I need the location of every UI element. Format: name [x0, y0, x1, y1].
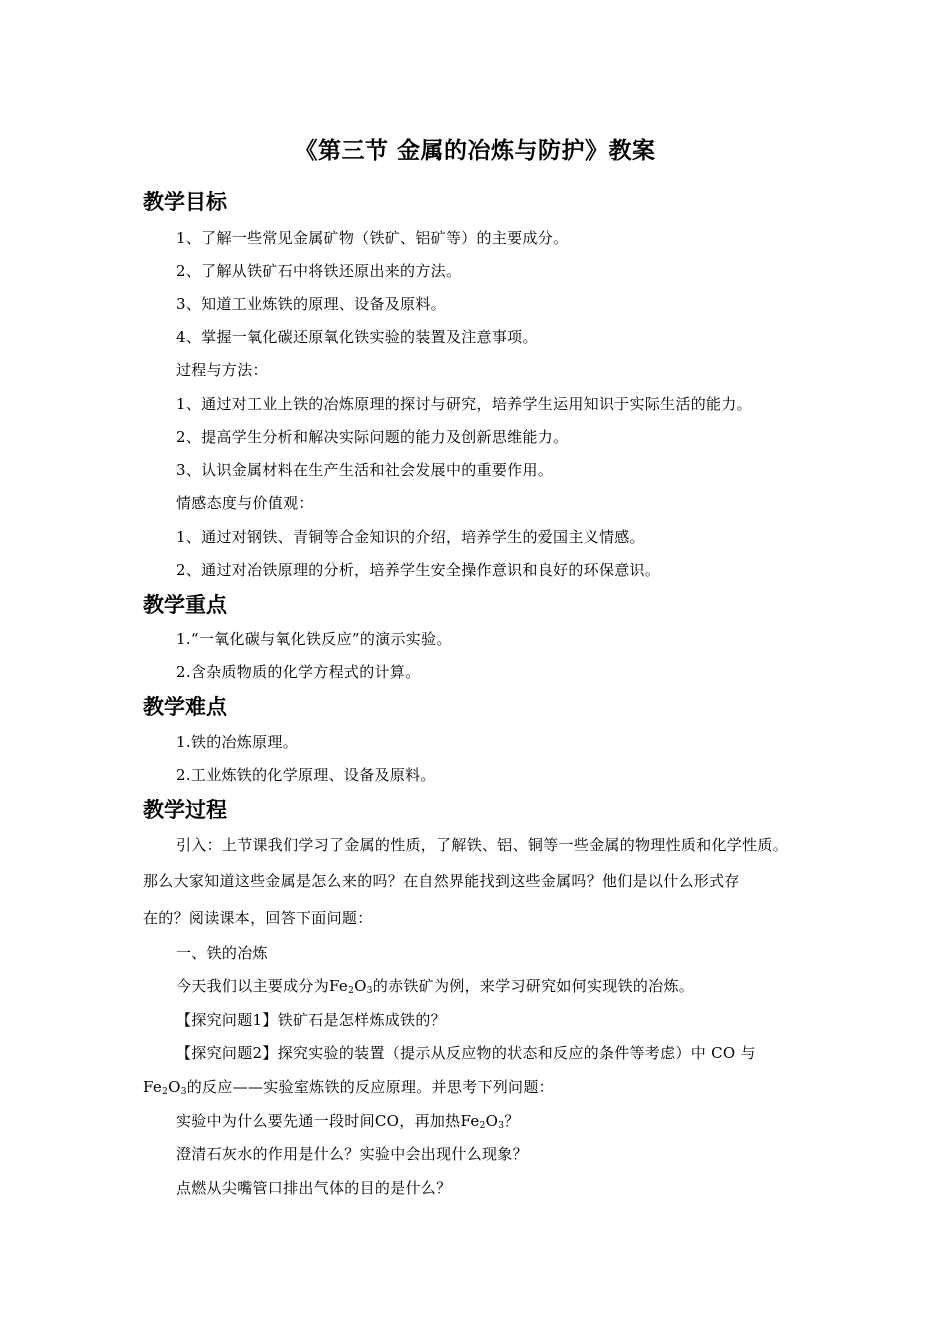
difficulties-heading: 教学难点: [143, 695, 227, 719]
objectives-heading: 教学目标: [143, 190, 227, 214]
objective-item: 3、知道工业炼铁的原理、设备及原料。: [176, 295, 446, 313]
intro-paragraph-line: 引入：上节课我们学习了金属的性质，了解铁、铝、铜等一些金属的物理性质和化学性质。: [176, 836, 789, 854]
key-points-heading: 教学重点: [143, 593, 227, 617]
intro-paragraph-line: 那么大家知道这些金属是怎么来的吗？在自然界能找到这些金属吗？他们是以什么形式存: [143, 872, 740, 890]
today-line: 今天我们以主要成分为$Fe_2O_3$的赤铁矿为例，来学习研究如何实现铁的冶炼。: [176, 977, 695, 996]
process-item: 3、认识金属材料在生产生活和社会发展中的重要作用。: [176, 461, 554, 479]
process-item: 2、提高学生分析和解决实际问题的能力及创新思维能力。: [176, 428, 569, 446]
emotion-item: 1、通过对钢铁、青铜等合金知识的介绍，培养学生的爱国主义情感。: [176, 528, 645, 546]
key-point-item: 1.“一氧化碳与氧化铁反应”的演示实验。: [176, 630, 452, 648]
section-iron-smelting: 一、铁的冶炼: [176, 944, 268, 962]
sub-question: 点燃从尖嘴管口排出气体的目的是什么？: [176, 1179, 452, 1197]
process-item: 1、通过对工业上铁的冶炼原理的探讨与研究，培养学生运用知识于实际生活的能力。: [176, 395, 752, 413]
emotion-label: 情感态度与价值观：: [176, 494, 314, 512]
sub-question: 实验中为什么要先通一段时间CO，再加热$Fe_2O_3$？: [176, 1112, 520, 1131]
objective-item: 1、了解一些常见金属矿物（铁矿、铝矿等）的主要成分。: [176, 229, 569, 247]
objective-item: 2、了解从铁矿石中将铁还原出来的方法。: [176, 262, 462, 280]
sub-question: 澄清石灰水的作用是什么？实验中会出现什么现象？: [176, 1145, 528, 1163]
key-point-item: 2.含杂质物质的化学方程式的计算。: [176, 663, 421, 681]
inquiry-question-2-cont: $Fe_2O_3$的反应——实验室炼铁的反应原理。并思考下列问题：: [143, 1078, 554, 1097]
inquiry-question-2: 【探究问题2】探究实验的装置（提示从反应物的状态和反应的条件等考虑）中 CO 与: [176, 1044, 756, 1062]
objective-item: 4、掌握一氧化碳还原氧化铁实验的装置及注意事项。: [176, 328, 538, 346]
process-heading: 教学过程: [143, 798, 227, 822]
inquiry-question-1: 【探究问题1】铁矿石是怎样炼成铁的？: [176, 1011, 446, 1029]
difficulty-item: 1.铁的冶炼原理。: [176, 733, 299, 751]
process-method-label: 过程与方法：: [176, 361, 268, 379]
emotion-item: 2、通过对冶铁原理的分析，培养学生安全操作意识和良好的环保意识。: [176, 561, 661, 579]
document-title: 《第三节 金属的冶炼与防护》教案: [294, 138, 656, 164]
intro-paragraph-line: 在的？阅读课本，回答下面问题：: [143, 909, 373, 927]
difficulty-item: 2.工业炼铁的化学原理、设备及原料。: [176, 766, 436, 784]
